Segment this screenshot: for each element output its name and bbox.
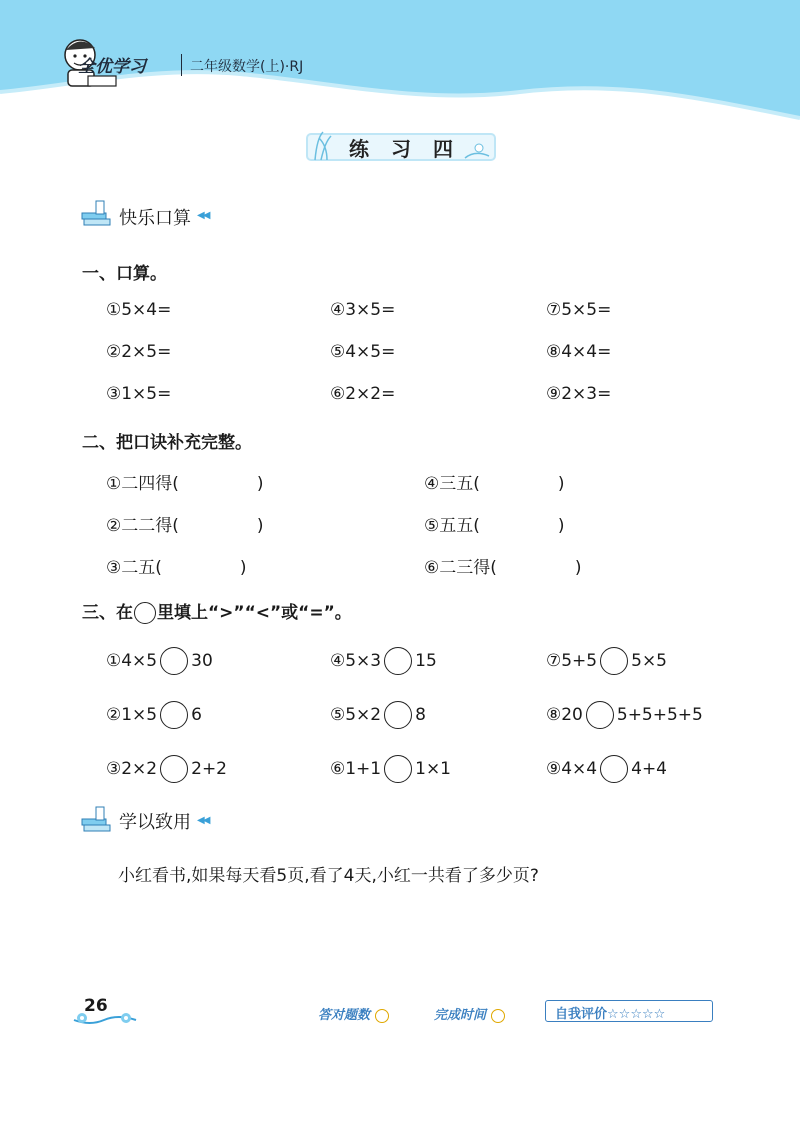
double-arrow-icon: ◀◀ [197, 210, 209, 221]
q1-item: ⑧4×4= [546, 342, 612, 362]
q2-item: ①二四得( ) [106, 474, 264, 494]
section-title-apply: 学以致用 [119, 812, 191, 833]
books-icon [80, 805, 114, 835]
question-2-heading: 二、把口诀补充完整。 [82, 433, 252, 453]
books-icon [80, 199, 114, 229]
q3-row: ⑥1+1 1×1 [330, 755, 451, 783]
smiley-icon [491, 1009, 505, 1023]
q3-row: ①4×5 30 [106, 647, 213, 675]
q1-item: ⑨2×3= [546, 384, 612, 404]
q3-row: ⑨4×4 4+4 [546, 755, 667, 783]
smiley-icon [375, 1009, 389, 1023]
q3-row: ⑦5+5 5×5 [546, 647, 667, 675]
header-divider [181, 54, 182, 76]
section-title-mental: 快乐口算 [119, 208, 191, 229]
q3-row: ④5×3 15 [330, 647, 437, 675]
compare-circle[interactable] [160, 647, 188, 675]
circle-blank-icon [134, 602, 156, 624]
q2-item: ③二五( ) [106, 558, 247, 578]
q1-item: ⑥2×2= [330, 384, 396, 404]
book-subject: 二年级数学(上)·RJ [190, 59, 304, 75]
double-arrow-icon: ◀◀ [197, 815, 209, 826]
q3-row: ②1×5 6 [106, 701, 202, 729]
page-title: 练习四 [349, 137, 475, 161]
compare-circle[interactable] [160, 701, 188, 729]
question-1-heading: 一、口算。 [82, 264, 167, 284]
self-evaluation: 自我评价☆☆☆☆☆ [555, 1007, 666, 1022]
compare-circle[interactable] [600, 755, 628, 783]
compare-circle[interactable] [160, 755, 188, 783]
compare-circle[interactable] [384, 701, 412, 729]
q2-item: ④三五( ) [424, 474, 565, 494]
compare-circle[interactable] [384, 755, 412, 783]
compare-circle[interactable] [384, 647, 412, 675]
brand-logo: 全优学习 [78, 57, 146, 77]
q1-item: ①5×4= [106, 300, 172, 320]
compare-circle[interactable] [586, 701, 614, 729]
word-problem: 小红看书,如果每天看5页,看了4天,小红一共看了多少页? [118, 866, 539, 886]
q2-item: ⑤五五( ) [424, 516, 565, 536]
q2-item: ⑥二三得( ) [424, 558, 582, 578]
q1-item: ③1×5= [106, 384, 172, 404]
rating-stars[interactable]: ☆☆☆☆☆ [607, 1007, 666, 1022]
page-number: 26 [84, 996, 108, 1016]
q1-item: ④3×5= [330, 300, 396, 320]
q2-item: ②二二得( ) [106, 516, 264, 536]
q3-row: ⑧20 5+5+5+5 [546, 701, 703, 729]
compare-circle[interactable] [600, 647, 628, 675]
question-3-heading: 三、在 里填上“>”“<”或“=”。 [82, 603, 352, 623]
q3-row: ③2×2 2+2 [106, 755, 227, 783]
q1-item: ②2×5= [106, 342, 172, 362]
q1-item: ⑦5×5= [546, 300, 612, 320]
q1-item: ⑤4×5= [330, 342, 396, 362]
time-label: 完成时间 [434, 1004, 505, 1023]
correct-count-label: 答对题数 [318, 1004, 389, 1023]
q3-row: ⑤5×2 8 [330, 701, 426, 729]
